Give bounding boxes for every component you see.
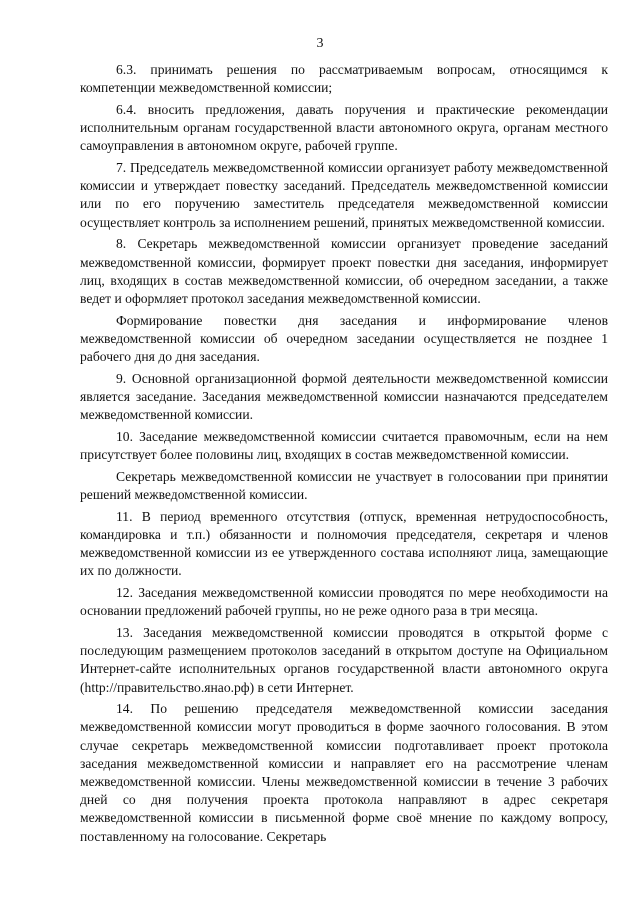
paragraph-10: 10. Заседание межведомственной комиссии считается правомочным, если на нем присутствует более половины лиц, входящих в состав межведомственной комиссии. — [80, 428, 608, 463]
paragraph-14: 14. По решению председателя межведомственной комиссии заседания межведомственной комиссии могут проводиться в форме заочного голосования. В этом случае секретарь межведомственной комиссии подготавливает проект протокола заседания межведомственной комиссии и направляет его на рассмотрение членам межведомственной комиссии. Члены межведомственной комиссии в течение 3 рабочих дней со дня получения проекта протокола направляют в адрес секретаря межведомственной комиссии в письменной форме своё мнение по каждому вопросу, поставленному на голосование. Секретарь — [80, 701, 608, 844]
paragraph-10-secretary: Секретарь межведомственной комиссии не участвует в голосовании при принятии решений межведомственной комиссии. — [80, 468, 608, 502]
paragraph-13: 13. Заседания межведомственной комиссии проводятся в открытой форме с последующим размещением протоколов заседаний в открытом доступе на Официальном Интернет-сайте исполнительных органов государственной власти автономного округа (http://правительство.янао.рф) в сети Интернет. — [80, 624, 608, 695]
page-number: 3 — [316, 36, 324, 51]
document-body — [80, 61, 608, 849]
paragraph-6-4: 6.4. вносить предложения, давать поручения и практические рекомендации исполнительным органам государственной власти автономного округа, органам местного самоуправления в автономном округе, рабочей группе. — [80, 101, 608, 154]
paragraph-9: 9. Основной организационной формой деятельности межведомственной комиссии является заседание. Заседания межведомственной комиссии назначаются председателем межведомственной комиссии. — [80, 370, 608, 423]
paragraph-8-agenda: Формирование повестки дня заседания и информирование членов межведомственной комиссии об очередном заседании осуществляется не позднее 1 рабочего дня до дня заседания. — [80, 312, 608, 365]
paragraph-11: 11. В период временного отсутствия (отпуск, временная нетрудоспособность, командировка и т.п.) обязанности и полномочия председателя, секретаря и членов межведомственной комиссии из ее утвержденного состава исполняют лица, замещающие их по должности. — [80, 508, 608, 579]
paragraph-7: 7. Председатель межведомственной комиссии организует работу межведомственной комиссии и утверждает повестку заседаний. Председатель межведомственной комиссии или по его поручению заместитель председателя межведомственной комиссии осуществляет контроль за исполнением решений, принятых межведомственной комиссии. — [80, 160, 608, 230]
paragraph-12: 12. Заседания межведомственной комиссии проводятся по мере необходимости на основании предложений рабочей группы, но не реже одного раза в три месяца. — [80, 584, 608, 619]
paragraph-8: 8. Секретарь межведомственной комиссии организует проведение заседаний межведомственной комиссии, формирует проект повестки дня заседания, информирует лиц, входящих в состав межведомственной комиссии, об очередном заседании, а также ведет и оформляет протокол заседания межведомственной комиссии. — [80, 236, 608, 306]
paragraph-6-3: 6.3. принимать решения по рассматриваемым вопросам, относящимся к компетенции межведомственной комиссии; — [80, 62, 608, 96]
